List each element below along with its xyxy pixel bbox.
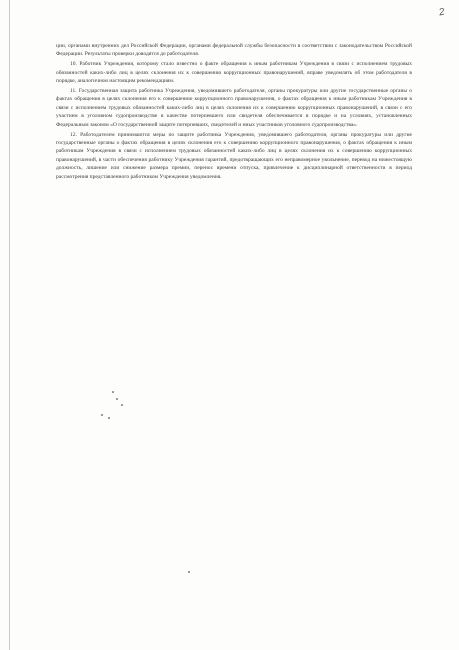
paragraph-11: 11. Государственная защита работника Учреждения, уведомившего работодателя, органы прокуратуры или другие государственные органы о фактах обращения в целях склонения его к совершению коррупционного правонарушения, о фактах обращения к иным работникам Учреждения в связи с исполнением трудовых обязанностей каких-либо лиц в целях склонения их к совершению коррупционных правонарушений, в связи с его участием в уголовном судопроизводстве в качестве потерпевшего или свидетеля обеспечивается в порядке и на условиях, установленных Федеральным законом «О государственной защите потерпевших, свидетелей и иных участников уголовного судопроизводства». — [56, 88, 412, 128]
paragraph-12: 12. Работодателем принимаются меры по защите работника Учреждения, уведомившего работодателя, органы прокуратуры или другие государственные органы о фактах обращения в целях склонения его к совершению коррупционного правонарушения, о фактах обращения к иным работникам Учреждения в связи с исполнением трудовых обязанностей каких-либо лиц в целях склонения их к совершению коррупционных правонарушений, в части обеспечения работнику Учреждения гарантий, предотвращающих его неправомерное увольнение, перевод на нижестоящую должность, лишение или снижение размера премии, перенос времени отпуска, привлечение к дисциплинарной ответственности в период рассмотрения представленного работником Учреждения уведомления. — [56, 131, 412, 180]
paragraph-10: 10. Работник Учреждения, которому стало известно о факте обращения к иным работникам Учреждения в связи с исполнением трудовых обязанностей каких-либо лиц в целях склонения их к совершению коррупционных правонарушений, вправе уведомлять об этом работодателя в порядке, аналогичном настоящим рекомендациям. — [56, 61, 412, 85]
scan-speck — [108, 417, 110, 419]
paragraph-continued: ции, органами внутренних дел Российской Федерации, органами федеральной службы безопасности в соответствии с законодательством Российской Федерации. Результаты проверки доводятся до работодателя. — [56, 43, 412, 58]
scan-speck — [112, 391, 114, 393]
scan-speck — [101, 414, 103, 416]
scan-edge-line — [9, 0, 10, 650]
document-body — [56, 42, 412, 181]
page-corner-number: 2 — [438, 6, 447, 19]
scan-speck — [188, 571, 190, 573]
scan-speck — [116, 398, 118, 400]
scan-speck — [121, 404, 123, 406]
